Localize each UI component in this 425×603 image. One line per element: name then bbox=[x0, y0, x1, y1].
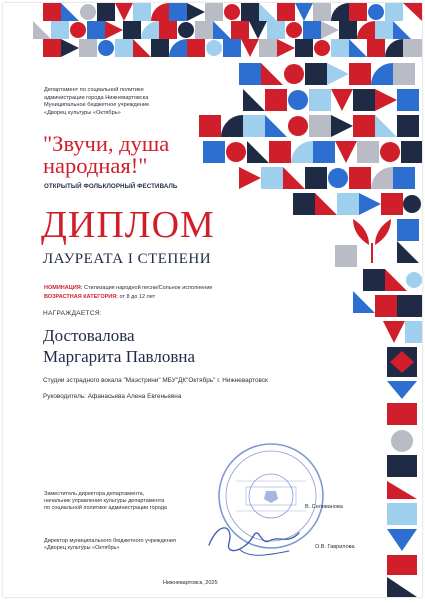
diploma-heading: ДИПЛОМ bbox=[41, 204, 215, 246]
signatory-title-line: Директор муниципального бюджетного учреждения bbox=[44, 538, 176, 544]
festival-title bbox=[43, 133, 169, 177]
age-category-row bbox=[44, 294, 155, 300]
diploma-degree: ЛАУРЕАТА I СТЕПЕНИ bbox=[43, 251, 212, 267]
festival-title-line: "Звучи, душа bbox=[43, 131, 170, 156]
signatory-title-line: Заместитель директора департамента, bbox=[44, 491, 145, 497]
age-category-label: ВОЗРАСТНАЯ КАТЕГОРИЯ: bbox=[44, 294, 119, 300]
signatory-1-title bbox=[44, 491, 167, 512]
nomination-label: НОМИНАЦИЯ: bbox=[44, 285, 83, 291]
signature-icon bbox=[199, 515, 319, 565]
nomination-row bbox=[44, 285, 212, 291]
signatory-title-line: по социальной политике администрации города bbox=[44, 505, 167, 511]
age-category-value: от 8 до 12 лет bbox=[119, 294, 156, 300]
signatory-title-line: начальник управления культуры департамента bbox=[44, 498, 165, 504]
organization-line: Муниципальное бюджетное учреждение bbox=[44, 102, 150, 109]
place-and-year: Нижневартовск, 2025 bbox=[163, 580, 218, 586]
awarded-label: НАГРАЖДАЕТСЯ: bbox=[43, 310, 102, 317]
diploma-page bbox=[3, 3, 422, 597]
recipient-leader: Руководитель: Афанасьева Алена Евгеньевна bbox=[43, 393, 182, 400]
recipient-name bbox=[43, 325, 195, 367]
recipient-studio: Студии эстрадного вокала "Маэстрини" МБУ"ДК"Октябрь" г. Нижневартовск bbox=[43, 377, 268, 384]
festival-title-line: народная!" bbox=[43, 153, 148, 178]
recipient-surname: Достовалова bbox=[43, 326, 135, 345]
signatory-1-name: В. Селиванова bbox=[305, 504, 343, 510]
signatory-2-title bbox=[44, 538, 176, 552]
organization-line: администрации города Нижневартовска bbox=[44, 94, 149, 101]
festival-subtitle: ОТКРЫТЫЙ ФОЛЬКЛОРНЫЙ ФЕСТИВАЛЬ bbox=[44, 183, 178, 190]
recipient-given-names: Маргарита Павловна bbox=[43, 347, 195, 366]
signatory-title-line: «Дворец культуры «Октябрь» bbox=[44, 545, 120, 551]
organization-header bbox=[44, 87, 149, 117]
organization-line: «Дворец культуры «Октябрь» bbox=[44, 109, 121, 116]
signatory-2-name: О.В. Гаврилова bbox=[315, 544, 355, 550]
organization-line: Департамент по социальной политике bbox=[44, 87, 144, 93]
nomination-value: Стилизация народной песни/Сольное исполнение bbox=[84, 285, 213, 291]
